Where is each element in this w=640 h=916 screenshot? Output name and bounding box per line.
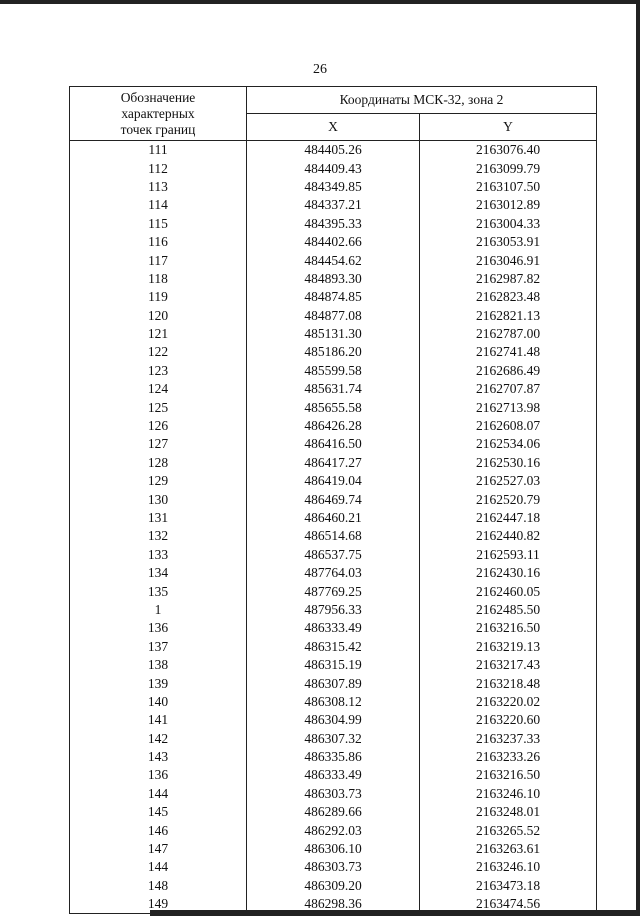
point-cell: 136: [70, 766, 247, 784]
x-coordinate-cell: 487956.33: [247, 601, 420, 619]
point-cell: 124: [70, 380, 247, 398]
table-row: [70, 895, 597, 914]
x-coordinate-cell: 485655.58: [247, 398, 420, 416]
point-cell: 139: [70, 674, 247, 692]
point-cell: 140: [70, 693, 247, 711]
point-header-line1: Обозначение: [120, 89, 196, 105]
x-coordinate-cell: 484877.08: [247, 307, 420, 325]
point-cell: 114: [70, 196, 247, 214]
point-cell: 141: [70, 711, 247, 729]
point-cell: 138: [70, 656, 247, 674]
table-row: [70, 417, 597, 435]
x-coordinate-cell: 486306.10: [247, 840, 420, 858]
x-coordinate-cell: 486308.12: [247, 693, 420, 711]
point-cell: 144: [70, 858, 247, 876]
table-row: [70, 490, 597, 508]
x-coordinate-cell: 486303.73: [247, 858, 420, 876]
table-row: [70, 730, 597, 748]
table-row: [70, 325, 597, 343]
x-coordinate-cell: 484349.85: [247, 178, 420, 196]
y-coordinate-cell: 2162520.79: [420, 490, 597, 508]
point-designation-header: [70, 87, 247, 141]
y-coordinate-cell: 2163076.40: [420, 141, 597, 160]
y-coordinate-cell: 2162608.07: [420, 417, 597, 435]
point-header-line3: точек границ: [120, 121, 196, 137]
point-cell: 116: [70, 233, 247, 251]
x-coordinate-cell: 484893.30: [247, 270, 420, 288]
point-cell: 146: [70, 821, 247, 839]
table-row: [70, 766, 597, 784]
point-cell: 131: [70, 509, 247, 527]
x-coordinate-cell: 486304.99: [247, 711, 420, 729]
y-coordinate-cell: 2163233.26: [420, 748, 597, 766]
page-number: 26: [313, 62, 327, 77]
point-cell: 115: [70, 215, 247, 233]
table-row: [70, 270, 597, 288]
y-coordinate-cell: 2163263.61: [420, 840, 597, 858]
point-cell: 121: [70, 325, 247, 343]
point-cell: 123: [70, 362, 247, 380]
y-coordinate-cell: 2163246.10: [420, 858, 597, 876]
point-cell: 128: [70, 454, 247, 472]
x-coordinate-cell: 486315.19: [247, 656, 420, 674]
table-row: [70, 527, 597, 545]
table-row: [70, 785, 597, 803]
point-cell: 134: [70, 564, 247, 582]
table-row: [70, 159, 597, 177]
x-coordinate-cell: 486469.74: [247, 490, 420, 508]
y-coordinate-cell: 2163012.89: [420, 196, 597, 214]
y-coordinate-cell: 2163265.52: [420, 821, 597, 839]
x-coordinate-cell: 484395.33: [247, 215, 420, 233]
y-coordinate-cell: 2163107.50: [420, 178, 597, 196]
point-cell: 1: [70, 601, 247, 619]
table-row: [70, 656, 597, 674]
x-coordinate-cell: 486537.75: [247, 546, 420, 564]
table-row: [70, 288, 597, 306]
y-coordinate-cell: 2163237.33: [420, 730, 597, 748]
point-header-line2: характерных: [121, 105, 195, 121]
x-coordinate-cell: 487764.03: [247, 564, 420, 582]
point-cell: 144: [70, 785, 247, 803]
y-coordinate-cell: 2162987.82: [420, 270, 597, 288]
y-coordinate-cell: 2163218.48: [420, 674, 597, 692]
x-coordinate-cell: 486333.49: [247, 619, 420, 637]
y-coordinate-cell: 2162430.16: [420, 564, 597, 582]
x-coordinate-cell: 486292.03: [247, 821, 420, 839]
table-row: [70, 196, 597, 214]
table-row: [70, 601, 597, 619]
x-coordinate-cell: 486309.20: [247, 877, 420, 895]
y-coordinate-cell: 2163046.91: [420, 251, 597, 269]
table-row: [70, 711, 597, 729]
x-coordinate-cell: 486419.04: [247, 472, 420, 490]
x-coordinate-cell: 484454.62: [247, 251, 420, 269]
x-coordinate-cell: 486289.66: [247, 803, 420, 821]
y-coordinate-cell: 2162530.16: [420, 454, 597, 472]
table-row: [70, 215, 597, 233]
table-row: [70, 141, 597, 160]
y-coordinate-cell: 2163216.50: [420, 766, 597, 784]
y-coordinate-cell: 2163004.33: [420, 215, 597, 233]
table-row: [70, 803, 597, 821]
table-row: [70, 307, 597, 325]
table-row: [70, 472, 597, 490]
x-coordinate-cell: 487769.25: [247, 582, 420, 600]
y-coordinate-cell: 2162707.87: [420, 380, 597, 398]
y-coordinate-cell: 2162686.49: [420, 362, 597, 380]
y-coordinate-cell: 2162823.48: [420, 288, 597, 306]
y-coordinate-cell: 2162460.05: [420, 582, 597, 600]
y-coordinate-cell: 2163216.50: [420, 619, 597, 637]
table-header: [70, 87, 597, 141]
coordinates-group-header: Координаты МСК-32, зона 2: [247, 87, 597, 114]
table-row: [70, 398, 597, 416]
x-coordinate-cell: 485631.74: [247, 380, 420, 398]
y-coordinate-cell: 2162447.18: [420, 509, 597, 527]
x-coordinate-cell: 486417.27: [247, 454, 420, 472]
x-coordinate-cell: 486514.68: [247, 527, 420, 545]
y-coordinate-cell: 2163246.10: [420, 785, 597, 803]
y-coordinate-cell: 2163217.43: [420, 656, 597, 674]
y-coordinate-cell: 2163219.13: [420, 638, 597, 656]
table-row: [70, 546, 597, 564]
table-row: [70, 619, 597, 637]
table-row: [70, 251, 597, 269]
table-row: [70, 674, 597, 692]
x-coordinate-cell: 486307.32: [247, 730, 420, 748]
x-coordinate-cell: 484337.21: [247, 196, 420, 214]
point-cell: 119: [70, 288, 247, 306]
y-coordinate-cell: 2162741.48: [420, 343, 597, 361]
x-coordinate-cell: 486307.89: [247, 674, 420, 692]
table-row: [70, 821, 597, 839]
table-row: [70, 582, 597, 600]
point-cell: 149: [70, 895, 247, 914]
point-cell: 112: [70, 159, 247, 177]
table-row: [70, 454, 597, 472]
x-coordinate-cell: 486298.36: [247, 895, 420, 914]
x-coordinate-cell: 486335.86: [247, 748, 420, 766]
y-coordinate-cell: 2162534.06: [420, 435, 597, 453]
y-coordinate-cell: 2163474.56: [420, 895, 597, 914]
table-row: [70, 748, 597, 766]
table-row: [70, 693, 597, 711]
x-column-header: X: [247, 114, 420, 141]
x-coordinate-cell: 485186.20: [247, 343, 420, 361]
point-cell: 143: [70, 748, 247, 766]
table-row: [70, 380, 597, 398]
x-coordinate-cell: 484405.26: [247, 141, 420, 160]
table-row: [70, 840, 597, 858]
y-coordinate-cell: 2163220.02: [420, 693, 597, 711]
y-coordinate-cell: 2163099.79: [420, 159, 597, 177]
point-cell: 136: [70, 619, 247, 637]
x-coordinate-cell: 486303.73: [247, 785, 420, 803]
point-cell: 142: [70, 730, 247, 748]
scan-edge-top: [0, 0, 640, 4]
point-cell: 113: [70, 178, 247, 196]
point-cell: 118: [70, 270, 247, 288]
y-coordinate-cell: 2162440.82: [420, 527, 597, 545]
scan-edge-right: [636, 0, 640, 916]
x-coordinate-cell: 486333.49: [247, 766, 420, 784]
point-cell: 122: [70, 343, 247, 361]
x-coordinate-cell: 486426.28: [247, 417, 420, 435]
x-coordinate-cell: 486315.42: [247, 638, 420, 656]
table-row: [70, 343, 597, 361]
table-row: [70, 178, 597, 196]
y-coordinate-cell: 2163220.60: [420, 711, 597, 729]
point-cell: 117: [70, 251, 247, 269]
table-row: [70, 877, 597, 895]
point-cell: 145: [70, 803, 247, 821]
point-cell: 111: [70, 141, 247, 160]
point-cell: 127: [70, 435, 247, 453]
table-row: [70, 509, 597, 527]
table-row: [70, 858, 597, 876]
x-coordinate-cell: 486416.50: [247, 435, 420, 453]
point-cell: 132: [70, 527, 247, 545]
x-coordinate-cell: 486460.21: [247, 509, 420, 527]
point-cell: 137: [70, 638, 247, 656]
table-body: [70, 141, 597, 914]
y-coordinate-cell: 2162787.00: [420, 325, 597, 343]
x-coordinate-cell: 484409.43: [247, 159, 420, 177]
y-coordinate-cell: 2163053.91: [420, 233, 597, 251]
point-cell: 148: [70, 877, 247, 895]
y-coordinate-cell: 2162821.13: [420, 307, 597, 325]
y-coordinate-cell: 2162593.11: [420, 546, 597, 564]
table-row: [70, 233, 597, 251]
table-row: [70, 638, 597, 656]
table-row: [70, 564, 597, 582]
x-coordinate-cell: 484874.85: [247, 288, 420, 306]
x-coordinate-cell: 485131.30: [247, 325, 420, 343]
table-row: [70, 435, 597, 453]
table-row: [70, 362, 597, 380]
point-cell: 135: [70, 582, 247, 600]
x-coordinate-cell: 484402.66: [247, 233, 420, 251]
y-column-header: Y: [420, 114, 597, 141]
y-coordinate-cell: 2163473.18: [420, 877, 597, 895]
coordinates-table: [69, 86, 597, 914]
point-cell: 133: [70, 546, 247, 564]
y-coordinate-cell: 2162713.98: [420, 398, 597, 416]
x-coordinate-cell: 485599.58: [247, 362, 420, 380]
y-coordinate-cell: 2162485.50: [420, 601, 597, 619]
y-coordinate-cell: 2162527.03: [420, 472, 597, 490]
point-cell: 125: [70, 398, 247, 416]
point-cell: 126: [70, 417, 247, 435]
point-cell: 147: [70, 840, 247, 858]
point-cell: 120: [70, 307, 247, 325]
point-cell: 130: [70, 490, 247, 508]
y-coordinate-cell: 2163248.01: [420, 803, 597, 821]
point-cell: 129: [70, 472, 247, 490]
